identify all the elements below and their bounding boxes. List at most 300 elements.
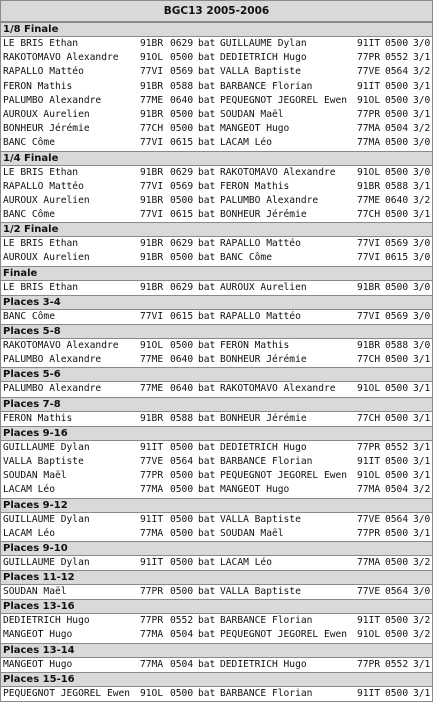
match-row bbox=[1, 527, 432, 541]
match-row bbox=[1, 65, 432, 79]
winner-name: PALUMBO Alexandre bbox=[3, 383, 102, 395]
versus-label: bat bbox=[198, 38, 216, 49]
loser-club: 91IT bbox=[357, 38, 381, 49]
match-row bbox=[1, 208, 432, 222]
loser-name: DEDIETRICH Hugo bbox=[220, 52, 307, 64]
match-score: 3/0 bbox=[413, 166, 431, 178]
section-header: Places 11-12 bbox=[1, 570, 432, 585]
loser-name: PEQUEGNOT JEGOREL Ewen bbox=[220, 94, 348, 106]
loser-club: 77ME bbox=[357, 194, 381, 206]
winner-club: 77VI bbox=[140, 66, 164, 78]
winner-points: 0629 bbox=[170, 166, 194, 178]
winner-club: 91OL bbox=[140, 52, 164, 64]
winner-name: LE BRIS Ethan bbox=[3, 38, 79, 49]
loser-name: SOUDAN Maël bbox=[220, 108, 284, 120]
match-row bbox=[1, 194, 432, 208]
loser-club: 91OL bbox=[357, 94, 381, 106]
winner-points: 0500 bbox=[170, 470, 194, 482]
winner-points: 0500 bbox=[170, 194, 194, 206]
winner-club: 91BR bbox=[140, 194, 164, 206]
loser-club: 77MA bbox=[357, 123, 381, 135]
loser-name: BARBANCE Florian bbox=[220, 687, 313, 699]
versus-label: bat bbox=[198, 441, 216, 453]
round-section bbox=[1, 426, 432, 498]
loser-points: 0500 bbox=[385, 455, 409, 467]
match-list bbox=[1, 556, 432, 570]
loser-points: 0500 bbox=[385, 94, 409, 106]
winner-club: 77PR bbox=[140, 586, 164, 598]
versus-label: bat bbox=[198, 340, 216, 351]
match-list bbox=[1, 441, 432, 498]
winner-club: 91BR bbox=[140, 80, 164, 92]
winner-name: GUILLAUME Dylan bbox=[3, 513, 90, 525]
round-section bbox=[1, 599, 432, 642]
loser-name: RAPALLO Mattéo bbox=[220, 238, 301, 250]
loser-name: VALLA Baptiste bbox=[220, 513, 301, 525]
round-section bbox=[1, 498, 432, 541]
winner-name: SOUDAN Maël bbox=[3, 470, 67, 482]
loser-points: 0640 bbox=[385, 194, 409, 206]
match-row bbox=[1, 585, 432, 599]
winner-club: 77MA bbox=[140, 629, 164, 641]
section-header: Finale bbox=[1, 266, 432, 281]
loser-club: 77PR bbox=[357, 52, 381, 64]
loser-points: 0552 bbox=[385, 441, 409, 453]
winner-club: 77ME bbox=[140, 354, 164, 366]
match-score: 3/2 bbox=[413, 484, 431, 496]
winner-club: 77CH bbox=[140, 123, 164, 135]
round-section bbox=[1, 397, 432, 426]
loser-club: 91IT bbox=[357, 687, 381, 699]
match-list bbox=[1, 166, 432, 223]
round-section bbox=[1, 643, 432, 672]
match-list bbox=[1, 237, 432, 265]
round-section bbox=[1, 295, 432, 324]
winner-points: 0615 bbox=[170, 209, 194, 221]
match-list bbox=[1, 614, 432, 642]
match-score: 3/1 bbox=[413, 470, 431, 482]
loser-name: SOUDAN Maël bbox=[220, 527, 284, 539]
match-row bbox=[1, 180, 432, 194]
loser-name: PALUMBO Alexandre bbox=[220, 194, 319, 206]
winner-name: RAKOTOMAVO Alexandre bbox=[3, 52, 119, 64]
loser-points: 0500 bbox=[385, 687, 409, 699]
loser-club: 77CH bbox=[357, 209, 381, 221]
match-row bbox=[1, 80, 432, 94]
versus-label: bat bbox=[198, 658, 216, 670]
match-score: 3/1 bbox=[413, 52, 431, 64]
winner-club: 77MA bbox=[140, 527, 164, 539]
versus-label: bat bbox=[198, 687, 216, 699]
match-row bbox=[1, 237, 432, 251]
winner-points: 0615 bbox=[170, 137, 194, 149]
loser-club: 77PR bbox=[357, 108, 381, 120]
loser-club: 91IT bbox=[357, 455, 381, 467]
winner-points: 0500 bbox=[170, 513, 194, 525]
match-score: 3/2 bbox=[413, 556, 431, 568]
winner-club: 77VE bbox=[140, 455, 164, 467]
loser-name: LACAM Léo bbox=[220, 137, 272, 149]
winner-points: 0615 bbox=[170, 310, 194, 322]
match-score: 3/1 bbox=[413, 209, 431, 221]
versus-label: bat bbox=[198, 455, 216, 467]
versus-label: bat bbox=[198, 629, 216, 641]
loser-club: 91OL bbox=[357, 383, 381, 395]
winner-name: VALLA Baptiste bbox=[3, 455, 84, 467]
match-row bbox=[1, 310, 432, 324]
match-row bbox=[1, 37, 432, 51]
winner-name: PALUMBO Alexandre bbox=[3, 354, 102, 366]
loser-club: 77VI bbox=[357, 252, 381, 264]
winner-name: FERON Mathis bbox=[3, 80, 73, 92]
section-header: 1/2 Finale bbox=[1, 222, 432, 237]
loser-points: 0569 bbox=[385, 238, 409, 250]
round-section bbox=[1, 367, 432, 396]
versus-label: bat bbox=[198, 180, 216, 192]
loser-name: GUILLAUME Dylan bbox=[220, 38, 307, 49]
match-row bbox=[1, 122, 432, 136]
versus-label: bat bbox=[198, 470, 216, 482]
match-list bbox=[1, 382, 432, 396]
loser-name: PEQUEGNOT JEGOREL Ewen bbox=[220, 629, 348, 641]
versus-label: bat bbox=[198, 238, 216, 250]
section-header: Places 5-6 bbox=[1, 367, 432, 382]
match-row bbox=[1, 441, 432, 455]
loser-points: 0564 bbox=[385, 66, 409, 78]
loser-club: 77MA bbox=[357, 556, 381, 568]
match-row bbox=[1, 628, 432, 642]
winner-club: 77MA bbox=[140, 658, 164, 670]
winner-club: 77VI bbox=[140, 137, 164, 149]
versus-label: bat bbox=[198, 310, 216, 322]
section-header: 1/8 Finale bbox=[1, 22, 432, 37]
match-score: 3/0 bbox=[413, 513, 431, 525]
winner-points: 0569 bbox=[170, 180, 194, 192]
match-score: 3/1 bbox=[413, 354, 431, 366]
winner-points: 0500 bbox=[170, 556, 194, 568]
winner-name: BANC Côme bbox=[3, 209, 55, 221]
match-list bbox=[1, 339, 432, 367]
versus-label: bat bbox=[198, 252, 216, 264]
winner-club: 91BR bbox=[140, 108, 164, 120]
winner-points: 0500 bbox=[170, 123, 194, 135]
versus-label: bat bbox=[198, 412, 216, 424]
round-section bbox=[1, 324, 432, 367]
match-score: 3/0 bbox=[413, 340, 431, 351]
winner-name: GUILLAUME Dylan bbox=[3, 441, 90, 453]
winner-name: AUROUX Aurelien bbox=[3, 194, 90, 206]
loser-points: 0588 bbox=[385, 340, 409, 351]
loser-club: 91BR bbox=[357, 281, 381, 293]
section-header: Places 13-16 bbox=[1, 599, 432, 614]
match-score: 3/1 bbox=[413, 180, 431, 192]
loser-club: 77VE bbox=[357, 513, 381, 525]
match-score: 3/0 bbox=[413, 310, 431, 322]
winner-name: MANGEOT Hugo bbox=[3, 629, 73, 641]
loser-club: 77MA bbox=[357, 137, 381, 149]
versus-label: bat bbox=[198, 615, 216, 627]
versus-label: bat bbox=[198, 94, 216, 106]
match-score: 3/0 bbox=[413, 94, 431, 106]
winner-points: 0500 bbox=[170, 687, 194, 699]
winner-points: 0629 bbox=[170, 238, 194, 250]
winner-points: 0588 bbox=[170, 80, 194, 92]
winner-name: BANC Côme bbox=[3, 137, 55, 149]
winner-name: PEQUEGNOT JEGOREL Ewen bbox=[3, 687, 131, 699]
section-header: Places 9-10 bbox=[1, 541, 432, 556]
winner-club: 77VI bbox=[140, 209, 164, 221]
match-row bbox=[1, 166, 432, 180]
match-row bbox=[1, 251, 432, 265]
loser-name: RAKOTOMAVO Alexandre bbox=[220, 383, 336, 395]
loser-name: BONHEUR Jérémie bbox=[220, 354, 307, 366]
winner-points: 0500 bbox=[170, 252, 194, 264]
loser-points: 0500 bbox=[385, 383, 409, 395]
section-header: Places 15-16 bbox=[1, 672, 432, 687]
versus-label: bat bbox=[198, 108, 216, 120]
match-score: 3/0 bbox=[413, 586, 431, 598]
loser-points: 0500 bbox=[385, 38, 409, 49]
match-list bbox=[1, 687, 432, 701]
match-score: 3/1 bbox=[413, 441, 431, 453]
page-title: BGC13 2005-2006 bbox=[1, 1, 432, 22]
match-score: 3/1 bbox=[413, 527, 431, 539]
loser-club: 77PR bbox=[357, 441, 381, 453]
winner-club: 77ME bbox=[140, 383, 164, 395]
match-row bbox=[1, 108, 432, 122]
loser-points: 0500 bbox=[385, 108, 409, 120]
winner-name: LACAM Léo bbox=[3, 484, 55, 496]
loser-points: 0500 bbox=[385, 166, 409, 178]
match-row bbox=[1, 412, 432, 426]
versus-label: bat bbox=[198, 52, 216, 64]
loser-points: 0564 bbox=[385, 513, 409, 525]
loser-points: 0564 bbox=[385, 586, 409, 598]
winner-points: 0588 bbox=[170, 412, 194, 424]
loser-name: BONHEUR Jérémie bbox=[220, 412, 307, 424]
winner-club: 91BR bbox=[140, 281, 164, 293]
match-score: 3/2 bbox=[413, 629, 431, 641]
loser-points: 0615 bbox=[385, 252, 409, 264]
winner-club: 91IT bbox=[140, 513, 164, 525]
loser-name: BARBANCE Florian bbox=[220, 615, 313, 627]
round-section bbox=[1, 222, 432, 265]
match-score: 3/0 bbox=[413, 281, 431, 293]
match-list bbox=[1, 412, 432, 426]
loser-club: 91BR bbox=[357, 340, 381, 351]
winner-name: BANC Côme bbox=[3, 310, 55, 322]
loser-name: FERON Mathis bbox=[220, 180, 290, 192]
loser-club: 77PR bbox=[357, 527, 381, 539]
loser-name: BANC Côme bbox=[220, 252, 272, 264]
winner-club: 91BR bbox=[140, 252, 164, 264]
loser-points: 0588 bbox=[385, 180, 409, 192]
round-section bbox=[1, 266, 432, 295]
versus-label: bat bbox=[198, 527, 216, 539]
match-score: 3/1 bbox=[413, 658, 431, 670]
match-list bbox=[1, 658, 432, 672]
loser-club: 77VI bbox=[357, 238, 381, 250]
winner-name: RAKOTOMAVO Alexandre bbox=[3, 340, 119, 351]
loser-points: 0552 bbox=[385, 658, 409, 670]
loser-points: 0500 bbox=[385, 470, 409, 482]
versus-label: bat bbox=[198, 556, 216, 568]
sections-container bbox=[1, 22, 432, 701]
loser-club: 77PR bbox=[357, 658, 381, 670]
winner-points: 0629 bbox=[170, 38, 194, 49]
match-row bbox=[1, 281, 432, 295]
versus-label: bat bbox=[198, 484, 216, 496]
winner-club: 77PR bbox=[140, 470, 164, 482]
round-section bbox=[1, 672, 432, 701]
loser-name: DEDIETRICH Hugo bbox=[220, 658, 307, 670]
winner-points: 0564 bbox=[170, 455, 194, 467]
match-score: 3/2 bbox=[413, 615, 431, 627]
winner-points: 0500 bbox=[170, 441, 194, 453]
section-header: Places 9-12 bbox=[1, 498, 432, 513]
loser-points: 0500 bbox=[385, 354, 409, 366]
match-score: 3/1 bbox=[413, 412, 431, 424]
versus-label: bat bbox=[198, 354, 216, 366]
loser-name: PEQUEGNOT JEGOREL Ewen bbox=[220, 470, 348, 482]
match-row bbox=[1, 339, 432, 353]
winner-club: 91OL bbox=[140, 687, 164, 699]
match-score: 3/1 bbox=[413, 80, 431, 92]
loser-points: 0552 bbox=[385, 52, 409, 64]
versus-label: bat bbox=[198, 586, 216, 598]
section-header: Places 7-8 bbox=[1, 397, 432, 412]
versus-label: bat bbox=[198, 281, 216, 293]
loser-club: 77MA bbox=[357, 484, 381, 496]
winner-points: 0504 bbox=[170, 629, 194, 641]
loser-points: 0500 bbox=[385, 281, 409, 293]
versus-label: bat bbox=[198, 137, 216, 149]
winner-points: 0500 bbox=[170, 484, 194, 496]
winner-name: SOUDAN Maël bbox=[3, 586, 67, 598]
loser-club: 77CH bbox=[357, 354, 381, 366]
winner-club: 77VI bbox=[140, 310, 164, 322]
winner-name: AUROUX Aurelien bbox=[3, 108, 90, 120]
round-section bbox=[1, 570, 432, 599]
match-row bbox=[1, 556, 432, 570]
winner-name: AUROUX Aurelien bbox=[3, 252, 90, 264]
loser-name: LACAM Léo bbox=[220, 556, 272, 568]
match-row bbox=[1, 382, 432, 396]
section-header: 1/4 Finale bbox=[1, 151, 432, 166]
loser-name: BARBANCE Florian bbox=[220, 80, 313, 92]
loser-name: RAKOTOMAVO Alexandre bbox=[220, 166, 336, 178]
match-score: 3/2 bbox=[413, 66, 431, 78]
winner-club: 91BR bbox=[140, 166, 164, 178]
loser-club: 77VI bbox=[357, 310, 381, 322]
match-row bbox=[1, 455, 432, 469]
match-row bbox=[1, 136, 432, 150]
match-list bbox=[1, 37, 432, 151]
winner-points: 0629 bbox=[170, 281, 194, 293]
winner-points: 0500 bbox=[170, 340, 194, 351]
match-row bbox=[1, 469, 432, 483]
loser-points: 0500 bbox=[385, 527, 409, 539]
winner-name: LE BRIS Ethan bbox=[3, 238, 79, 250]
loser-club: 91OL bbox=[357, 629, 381, 641]
winner-name: RAPALLO Mattéo bbox=[3, 180, 84, 192]
section-header: Places 13-14 bbox=[1, 643, 432, 658]
winner-name: LE BRIS Ethan bbox=[3, 281, 79, 293]
winner-club: 91IT bbox=[140, 441, 164, 453]
loser-name: RAPALLO Mattéo bbox=[220, 310, 301, 322]
match-list bbox=[1, 513, 432, 541]
versus-label: bat bbox=[198, 66, 216, 78]
match-score: 3/1 bbox=[413, 455, 431, 467]
loser-club: 77VE bbox=[357, 586, 381, 598]
loser-name: AUROUX Aurelien bbox=[220, 281, 307, 293]
loser-points: 0569 bbox=[385, 310, 409, 322]
winner-club: 77ME bbox=[140, 94, 164, 106]
winner-club: 91IT bbox=[140, 556, 164, 568]
match-list bbox=[1, 281, 432, 295]
versus-label: bat bbox=[198, 194, 216, 206]
winner-points: 0640 bbox=[170, 383, 194, 395]
loser-club: 91IT bbox=[357, 80, 381, 92]
match-score: 3/1 bbox=[413, 108, 431, 120]
winner-club: 91BR bbox=[140, 238, 164, 250]
winner-points: 0569 bbox=[170, 66, 194, 78]
loser-club: 77VE bbox=[357, 66, 381, 78]
winner-name: DEDIETRICH Hugo bbox=[3, 615, 90, 627]
loser-name: BARBANCE Florian bbox=[220, 455, 313, 467]
loser-points: 0500 bbox=[385, 412, 409, 424]
match-score: 3/2 bbox=[413, 123, 431, 135]
winner-club: 91OL bbox=[140, 340, 164, 351]
winner-name: PALUMBO Alexandre bbox=[3, 94, 102, 106]
winner-club: 91BR bbox=[140, 412, 164, 424]
winner-points: 0640 bbox=[170, 354, 194, 366]
match-score: 3/1 bbox=[413, 383, 431, 395]
loser-points: 0500 bbox=[385, 629, 409, 641]
match-score: 3/0 bbox=[413, 38, 431, 49]
winner-name: LACAM Léo bbox=[3, 527, 55, 539]
loser-name: VALLA Baptiste bbox=[220, 586, 301, 598]
loser-club: 77CH bbox=[357, 412, 381, 424]
versus-label: bat bbox=[198, 383, 216, 395]
winner-club: 77VI bbox=[140, 180, 164, 192]
versus-label: bat bbox=[198, 123, 216, 135]
loser-name: DEDIETRICH Hugo bbox=[220, 441, 307, 453]
winner-name: FERON Mathis bbox=[3, 412, 73, 424]
round-section bbox=[1, 22, 432, 151]
section-header: Places 5-8 bbox=[1, 324, 432, 339]
match-score: 3/2 bbox=[413, 194, 431, 206]
match-row bbox=[1, 51, 432, 65]
loser-points: 0500 bbox=[385, 556, 409, 568]
match-score: 3/0 bbox=[413, 252, 431, 264]
loser-club: 91BR bbox=[357, 180, 381, 192]
loser-name: FERON Mathis bbox=[220, 340, 290, 351]
versus-label: bat bbox=[198, 513, 216, 525]
round-section bbox=[1, 151, 432, 223]
match-row bbox=[1, 687, 432, 701]
versus-label: bat bbox=[198, 166, 216, 178]
loser-points: 0504 bbox=[385, 484, 409, 496]
loser-club: 91OL bbox=[357, 166, 381, 178]
winner-points: 0504 bbox=[170, 658, 194, 670]
versus-label: bat bbox=[198, 80, 216, 92]
winner-club: 77PR bbox=[140, 615, 164, 627]
loser-name: MANGEOT Hugo bbox=[220, 123, 290, 135]
match-score: 3/0 bbox=[413, 238, 431, 250]
winner-points: 0500 bbox=[170, 108, 194, 120]
section-header: Places 3-4 bbox=[1, 295, 432, 310]
